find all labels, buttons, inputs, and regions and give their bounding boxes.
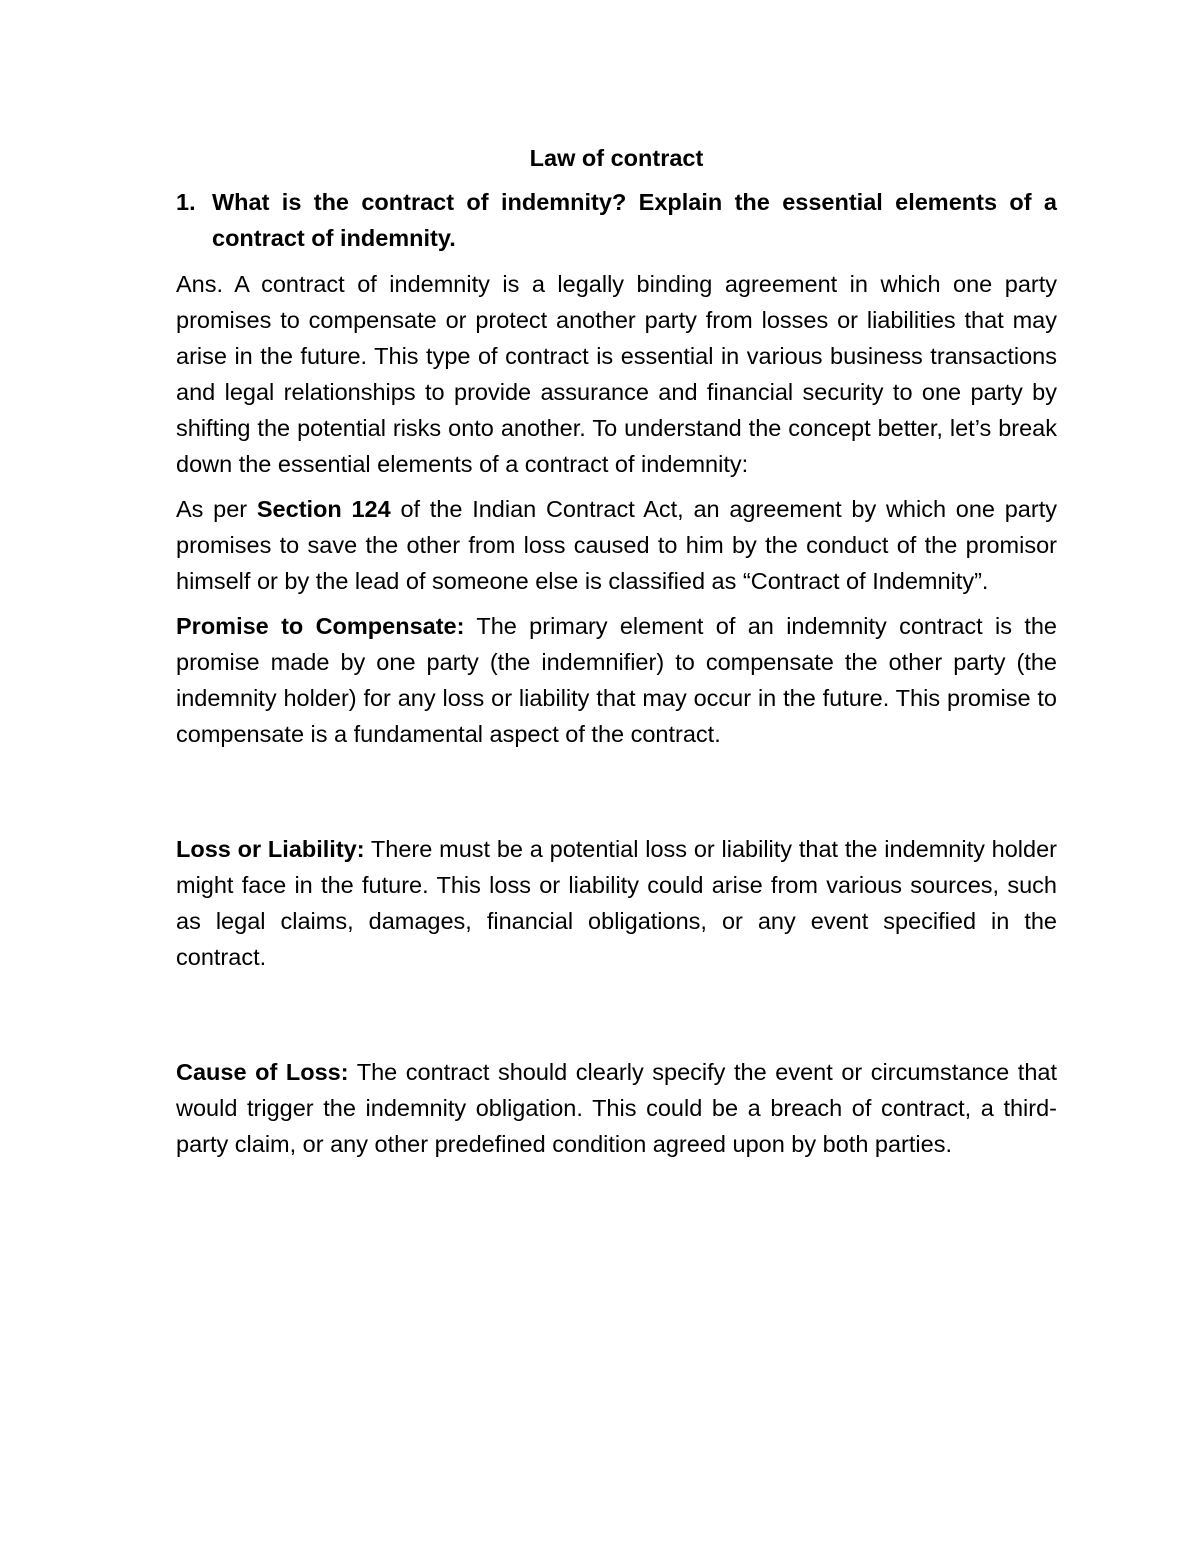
element-heading: Loss or Liability: (176, 836, 365, 862)
element-heading: Promise to Compensate: (176, 613, 465, 639)
question-text: What is the contract of indemnity? Explain the essential elements of a contract of indemnity. (212, 189, 1057, 251)
element-promise-to-compensate (176, 608, 1057, 752)
element-text: The primary element of an indemnity contract is the promise made by one party (the indemnifier) to compensate the other party (the indemnity holder) for any loss or liability that may occur in the future. This promise to compensate is a fundamental aspect of the contract. (176, 613, 1057, 747)
question-number: 1. (176, 189, 196, 215)
spacer (176, 984, 1057, 1054)
element-text: The contract should clearly specify the event or circumstance that would trigger the indemnity obligation. This could be a breach of contract, a third-party claim, or any other predefined condition agreed upon by both parties. (176, 1059, 1057, 1157)
section-suffix: of the Indian Contract Act, an agreement by which one party promises to save the other from loss caused to him by the conduct of the promisor himself or by the lead of someone else is classified as “Contract of Indemnity”. (176, 496, 1057, 594)
spacer (176, 761, 1057, 831)
document-page (176, 140, 1057, 1171)
question-1 (176, 184, 1057, 256)
answer-intro: Ans. A contract of indemnity is a legally binding agreement in which one party promises to compensate or protect another party from losses or liabilities that may arise in the future. This type of contract is essential in various business transactions and legal relationships to provide assurance and financial security to one party by shifting the potential risks onto another. To understand the concept better, let’s break down the essential elements of a contract of indemnity: (176, 271, 1057, 477)
element-cause-of-loss (176, 1054, 1057, 1162)
document-title: Law of contract (529, 145, 704, 171)
element-loss-or-liability (176, 831, 1057, 975)
element-text: There must be a potential loss or liability that the indemnity holder might face in the future. This loss or liability could arise from various sources, such as legal claims, damages, financial obligations, or any event specified in the contract. (176, 836, 1057, 970)
element-heading: Cause of Loss: (176, 1059, 349, 1085)
section-prefix: As per (176, 496, 257, 522)
section-reference: Section 124 (256, 496, 391, 522)
section-paragraph (176, 491, 1057, 599)
